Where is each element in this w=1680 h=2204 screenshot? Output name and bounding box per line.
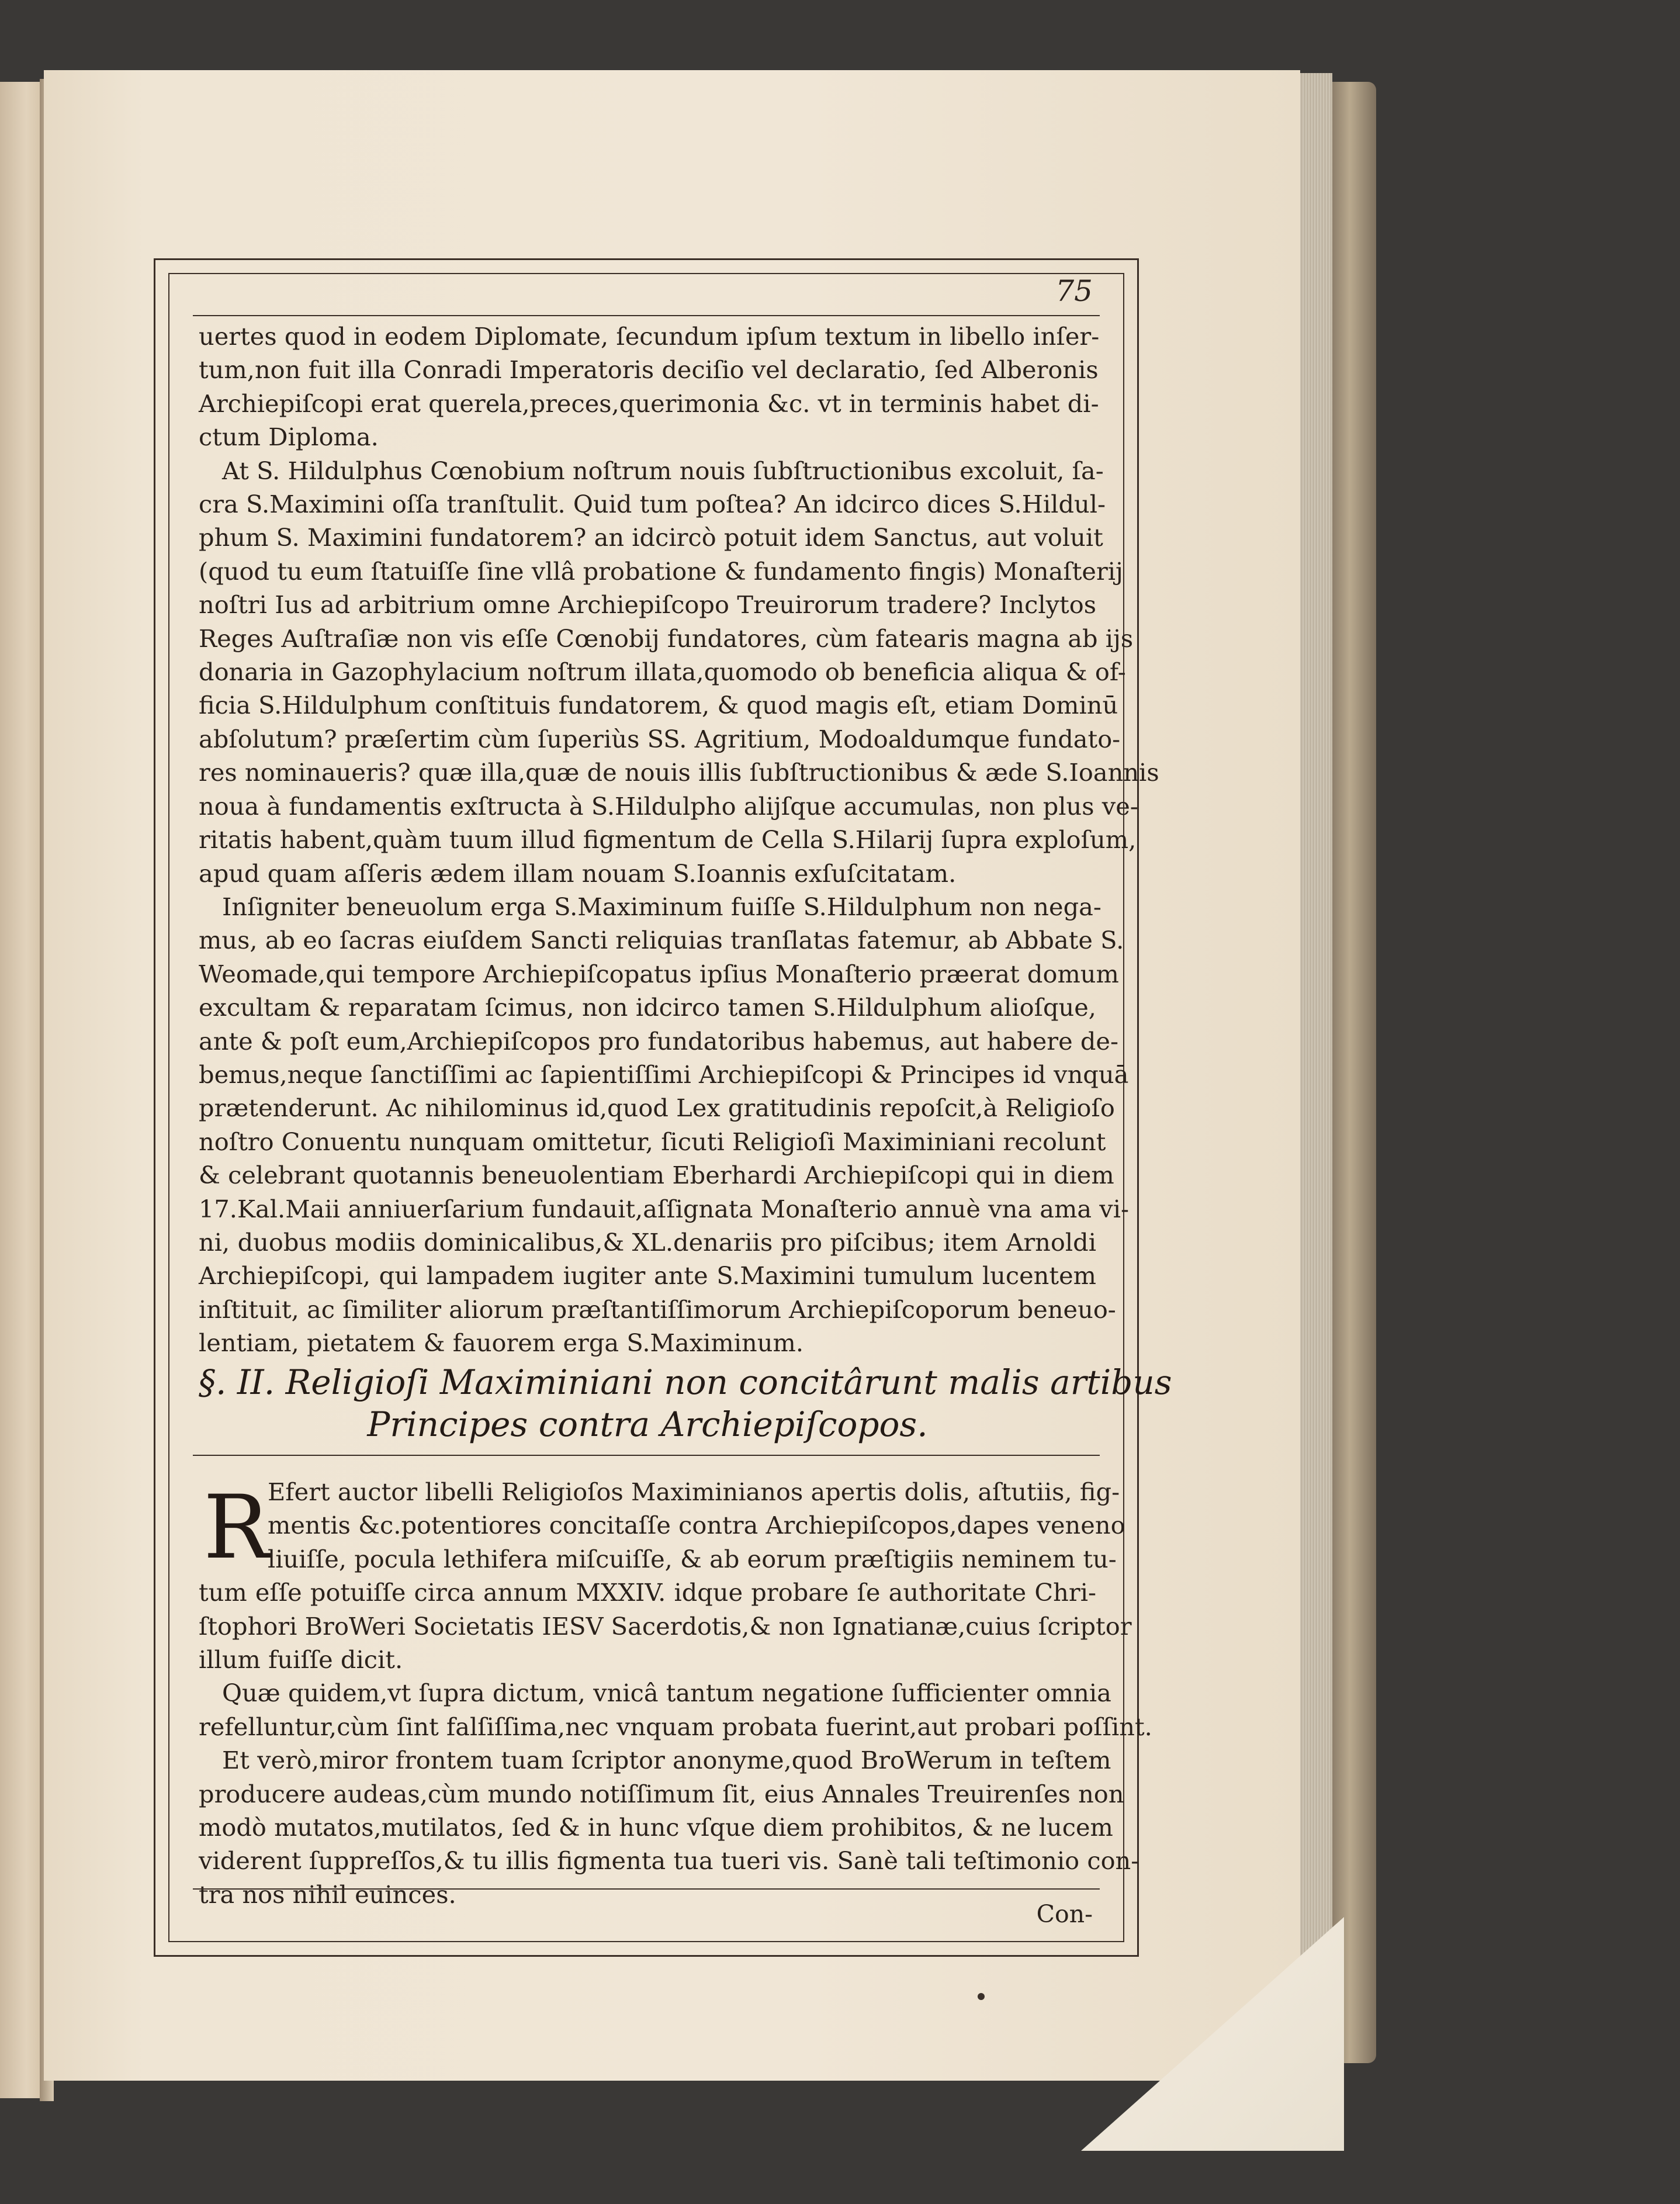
text-line: apud quam aſſeris ædem illam nouam S.Ioannis exſuſcitatam.: [199, 859, 957, 888]
heading-line: §. II. Religioſi Maximiniani non concitârunt malis artibus: [199, 1362, 1172, 1402]
text-line: Et verò,miror frontem tuam ſcriptor anonyme,quod BroWerum in teſtem: [222, 1746, 1111, 1775]
text-frame-inner: [168, 273, 1172, 1942]
text-line: At S. Hildulphus Cœnobium noſtrum nouis ſubſtructionibus excoluit, ſa-: [222, 456, 1104, 485]
text-line: ritatis habent,quàm tuum illud figmentum de Cella S.Hilarij ſupra exploſum,: [199, 825, 1137, 854]
text-line: tum eſſe potuiſſe circa annum MXXIV. idque probare ſe authoritate Chri-: [199, 1578, 1096, 1607]
text-line: ni, duobus modiis dominicalibus,& XL.denariis pro piſcibus; item Arnoldi: [199, 1227, 1096, 1257]
text-line: ante & poſt eum,Archiepiſcopos pro fundatoribus habemus, aut habere de-: [199, 1026, 1119, 1056]
footer-rule: [193, 1888, 1100, 1890]
text-line: noſtri Ius ad arbitrium omne Archiepiſcopo Treuirorum tradere? Inclytos: [199, 590, 1096, 620]
text-line: modò mutatos,mutilatos, ſed & in hunc vſque diem prohibitos, & ne lucem: [199, 1813, 1113, 1842]
page-number: 75: [1055, 274, 1093, 308]
text-line: Efert auctor libelli Religioſos Maximinianos apertis dolis, aſtutiis, fig-: [268, 1478, 1120, 1506]
text-line: Reges Auſtraſiæ non vis eſſe Cœnobij fundatores, cùm fatearis magna ab ijs: [199, 624, 1134, 653]
text-line: illum fuiſſe dicit.: [199, 1645, 403, 1674]
book-cover-edge: [1332, 82, 1376, 2063]
text-line: ctum Diploma.: [199, 423, 379, 452]
body-text-block: [199, 320, 1159, 1360]
text-line: donaria in Gazophylacium noſtrum illata,quomodo ob beneficia aliqua & of-: [199, 658, 1126, 687]
text-line: Quæ quidem,vt ſupra dictum, vnicâ tantum negatione ſufficienter omnia: [222, 1679, 1111, 1708]
section-rule: [193, 1455, 1100, 1456]
text-line: ficia S.Hildulphum conſtituis fundatorem, & quod magis eſt, etiam Dominū: [199, 691, 1118, 720]
left-page-edge: [0, 82, 44, 2098]
text-line: viderent ſuppreſſos,& tu illis figmenta tua tueri vis. Sanè tali teſtimonio con-: [199, 1846, 1139, 1876]
text-line: bemus,neque ſanctiſſimi ac ſapientiſſimi Archiepiſcopi & Principes id vnquā: [199, 1060, 1129, 1089]
text-line: refelluntur,cùm ſint falſiſſima,nec vnquam probata fuerint,aut probari poſſint.: [199, 1712, 1152, 1741]
text-line: uertes quod in eodem Diplomate, ſecundum ipſum textum in libello inſer-: [199, 322, 1100, 351]
book-page: [44, 70, 1300, 2081]
text-line: mentis &c.potentiores concitaſſe contra Archiepiſcopos,dapes veneno: [268, 1511, 1125, 1540]
text-line: 17.Kal.Maii anniuerſarium fundauit,aſſignata Monaſterio annuè vna ama vi-: [199, 1194, 1130, 1223]
text-line: prætenderunt. Ac nihilominus id,quod Lex gratitudinis repoſcit,à Religioſo: [199, 1094, 1115, 1123]
text-line: mus, ab eo ſacras eiuſdem Sancti reliquias tranſlatas fatemur, ab Abbate S.: [199, 926, 1124, 955]
catchword: Con-: [1036, 1900, 1093, 1928]
text-line: noſtro Conuentu nunquam omittetur, ſicuti Religioſi Maximiniani recolunt: [199, 1127, 1106, 1156]
section-heading: [199, 1361, 1172, 1445]
text-frame: [154, 258, 1172, 1957]
text-line: Weomade,qui tempore Archiepiſcopatus ipſius Monaſterio præerat domum: [199, 959, 1119, 988]
heading-line: Principes contra Archiepiſcopos.: [367, 1404, 928, 1444]
text-line: inſtituit, ac ſimiliter aliorum præſtantiſſimorum Archiepiſcoporum beneuo-: [199, 1295, 1116, 1324]
text-line: phum S. Maximini fundatorem? an idcircò potuit idem Sanctus, aut voluit: [199, 523, 1103, 552]
text-line: & celebrant quotannis beneuolentiam Eberhardi Archiepiſcopi qui in diem: [199, 1161, 1114, 1190]
text-line: Archiepiſcopi, qui lampadem iugiter ante S.Maximini tumulum lucentem: [199, 1261, 1096, 1290]
text-line: abſolutum? præſertim cùm ſuperiùs SS. Agritium, Modoaldumque fundato-: [199, 724, 1121, 753]
text-line: producere audeas,cùm mundo notiſſimum ſit, eius Annales Treuirenſes non: [199, 1779, 1124, 1808]
text-line: ſtophori BroWeri Societatis IESV Sacerdotis,& non Ignatianæ,cuius ſcriptor: [199, 1611, 1132, 1641]
text-line: tum,non fuit illa Conradi Imperatoris deciſio vel declaratio, ſed Alberonis: [199, 355, 1099, 385]
text-line: liuiſſe, pocula lethifera miſcuiſſe, & ab eorum præſtigiis neminem tu-: [268, 1544, 1117, 1573]
text-line: (quod tu eum ſtatuiſſe ſine vllâ probatione & fundamento fingis) Monaſterij: [199, 556, 1123, 586]
body-text-block: [199, 1475, 1152, 1911]
ink-dot: [978, 1993, 985, 2000]
text-line: res nominaueris? quæ illa,quæ de nouis illis ſubſtructionibus & æde S.Ioannis: [199, 758, 1159, 787]
text-line: lentiam, pietatem & fauorem erga S.Maximinum.: [199, 1328, 804, 1358]
text-line: excultam & reparatam ſcimus, non idcirco tamen S.Hildulphum alioſque,: [199, 993, 1096, 1022]
text-line: tra nos nihil euinces.: [199, 1880, 456, 1909]
text-line: cra S.Maximini oſſa tranſtulit. Quid tum poſtea? An idcirco dices S.Hildul-: [199, 490, 1106, 519]
header-rule: [193, 315, 1100, 316]
text-line: Inſigniter beneuolum erga S.Maximinum fuiſſe S.Hildulphum non nega-: [222, 892, 1101, 921]
text-line: Archiepiſcopi erat querela,preces,querimonia &c. vt in terminis habet di-: [199, 389, 1099, 418]
text-line: noua à fundamentis exſtructa à S.Hildulpho alijſque accumulas, non plus ve-: [199, 791, 1138, 821]
drop-cap: R: [203, 1477, 269, 1579]
